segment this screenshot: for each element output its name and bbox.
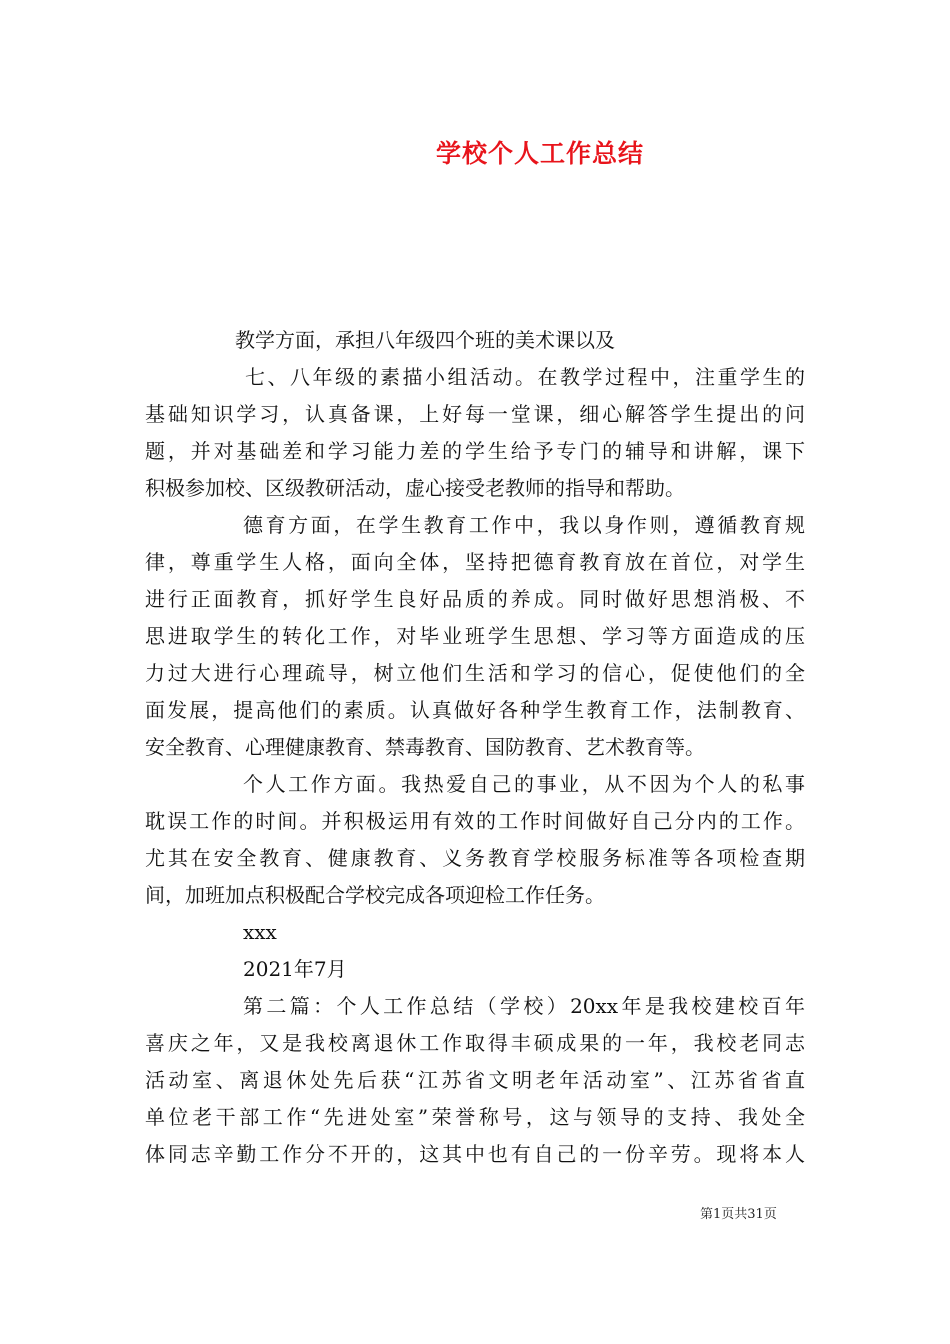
paragraph-line: 进行正面教育，抓好学生良好品质的养成。同时做好思想消极、不 [145,587,805,611]
paragraph-line: 间，加班加点积极配合学校完成各项迎检工作任务。 [145,883,605,907]
signature-name: xxx [243,920,277,944]
paragraph-line: 德育方面，在学生教育工作中，我以身作则，遵循教育规 [243,513,805,537]
paragraph-line: 教学方面，承担八年级四个班的美术课以及 [235,328,615,352]
document-title: 学校个人工作总结 [435,139,644,168]
page-number: 第1页共31页 [700,1207,777,1222]
paragraph-line: 第二篇：个人工作总结（学校）20xx年是我校建校百年 [243,994,805,1018]
paragraph-line: 喜庆之年，又是我校离退休工作取得丰硕成果的一年，我校老同志 [145,1031,805,1055]
paragraph-line: 力过大进行心理疏导，树立他们生活和学习的信心，促使他们的全 [145,661,805,685]
paragraph-line: 耽误工作的时间。并积极运用有效的工作时间做好自己分内的工作。 [145,809,805,833]
paragraph-line: 题，并对基础差和学习能力差的学生给予专门的辅导和讲解，课下 [145,439,805,463]
paragraph-line: 思进取学生的转化工作，对毕业班学生思想、学习等方面造成的压 [145,624,805,648]
document-body [145,322,805,1173]
paragraph-line: 积极参加校、区级教研活动，虚心接受老教师的指导和帮助。 [145,476,685,500]
paragraph-line: 面发展，提高他们的素质。认真做好各种学生教育工作，法制教育、 [145,698,805,722]
paragraph-line: 七、八年级的素描小组活动。在教学过程中，注重学生的 [245,365,805,389]
paragraph-line: 安全教育、心理健康教育、禁毒教育、国防教育、艺术教育等。 [145,735,705,759]
paragraph-line: 体同志辛勤工作分不开的，这其中也有自己的一份辛劳。现将本人 [145,1142,805,1166]
paragraph-line: 活动室、离退休处先后获“江苏省文明老年活动室”、江苏省省直 [145,1068,805,1092]
signature-date: 2021年7月 [243,957,347,981]
paragraph-line: 律，尊重学生人格，面向全体，坚持把德育教育放在首位，对学生 [145,550,805,574]
paragraph-line: 个人工作方面。我热爱自己的事业，从不因为个人的私事 [243,772,805,796]
paragraph-line: 基础知识学习，认真备课，上好每一堂课，细心解答学生提出的问 [145,402,805,426]
paragraph-line: 尤其在安全教育、健康教育、义务教育学校服务标准等各项检查期 [145,846,805,870]
paragraph-line: 单位老干部工作“先进处室”荣誉称号，这与领导的支持、我处全 [145,1105,805,1129]
